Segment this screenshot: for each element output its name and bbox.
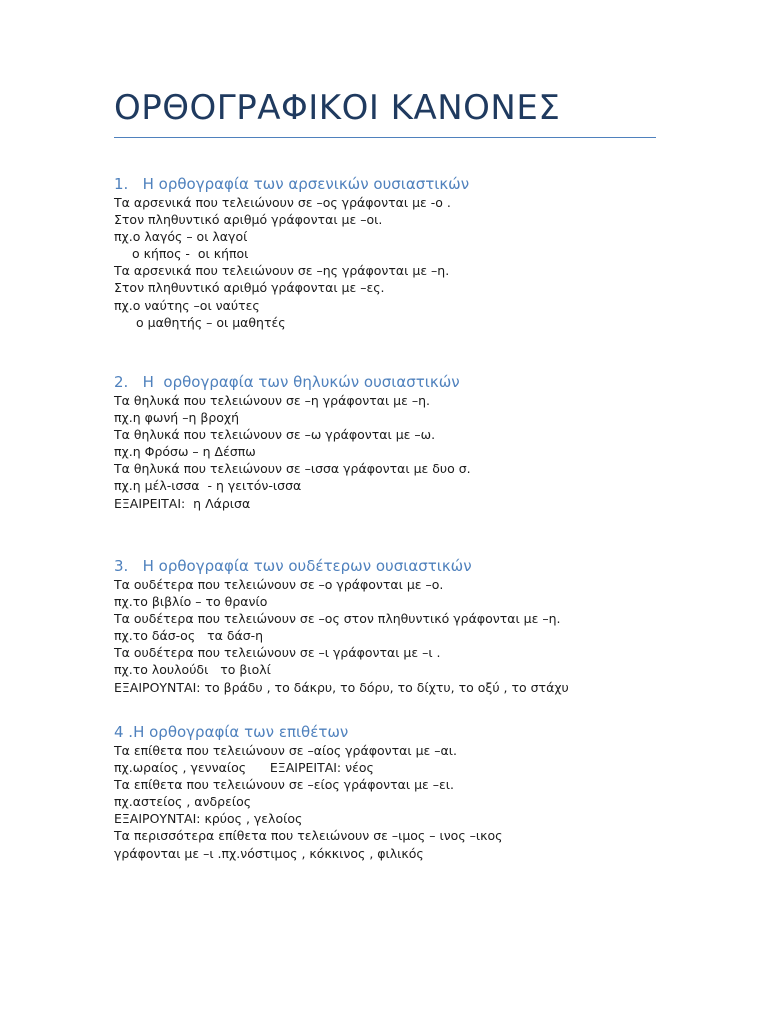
text-line: Τα θηλυκά που τελειώνουν σε –ω γράφονται με –ω. [114,427,436,443]
text-line: ΕΞΑΙΡΕΙΤΑΙ: η Λάρισα [114,495,251,511]
text-line: πχ.η Φρόσω – η Δέσπω [114,444,256,460]
text-line: Στον πληθυντικό αριθμό γράφονται με –ες. [114,280,385,296]
text-line: Τα επίθετα που τελειώνουν σε –είος γράφονται με –ει. [114,777,454,793]
text-line: Τα ουδέτερα που τελειώνουν σε –ος στον πληθυντικό γράφονται με –η. [114,611,561,627]
text-line: ΕΞΑΙΡΟΥΝΤΑΙ: κρύος , γελοίος [114,811,303,827]
document-title: ΟΡΘΟΓΡΑΦΙΚΟΙ ΚΑΝΟΝΕΣ [114,88,561,128]
text-line: Τα αρσενικά που τελειώνουν σε –ης γράφονται με –η. [114,263,450,279]
text-line: ΕΞΑΙΡΟΥΝΤΑΙ: το βράδυ , το δάκρυ, το δόρυ, το δίχτυ, το οξύ , το στάχυ [114,679,569,695]
text-line: πχ.ο ναύτης –οι ναύτες [114,297,260,313]
text-line: Στον πληθυντικό αριθμό γράφονται με –οι. [114,212,383,228]
section-heading: 4 .Η ορθογραφία των επιθέτων [114,723,349,741]
text-line: πχ.αστείος , ανδρείος [114,794,252,810]
section-neuter-nouns [114,556,714,696]
text-line: γράφονται με –ι .πχ.νόστιμος , κόκκινος , φιλικός [114,845,424,861]
text-line: πχ.ο λαγός – οι λαγοί [114,229,248,245]
section-feminine-nouns [114,372,714,512]
text-line: ο κήπος - οι κήποι [132,246,249,262]
text-line: Τα θηλυκά που τελειώνουν σε –ισσα γράφονται με δυο σ. [114,461,471,477]
section-heading: 3. Η ορθογραφία των ουδέτερων ουσιαστικών [114,557,472,575]
text-line: Τα περισσότερα επίθετα που τελειώνουν σε –ιμος – ινος –ικος [114,828,503,844]
text-line: Τα επίθετα που τελειώνουν σε –αίος γράφονται με –αι. [114,743,457,758]
section-masculine-nouns [114,174,714,331]
text-line: Τα θηλυκά που τελειώνουν σε –η γράφονται με –η. [114,393,431,408]
section-adjectives [114,722,714,862]
text-line: πχ.η μέλ-ισσα - η γειτόν-ισσα [114,478,302,494]
text-line: Τα αρσενικά που τελειώνουν σε –ος γράφονται με -ο . [114,195,451,210]
title-divider [114,137,656,138]
text-line: Τα ουδέτερα που τελειώνουν σε –ι γράφονται με –ι . [114,645,441,661]
text-line: ο μαθητής – οι μαθητές [136,314,286,330]
text-line: πχ.η φωνή –η βροχή [114,410,240,426]
text-line: Τα ουδέτερα που τελειώνουν σε –ο γράφονται με –ο. [114,577,444,592]
section-heading: 2. Η ορθογραφία των θηλυκών ουσιαστικών [114,373,460,391]
text-line: πχ.το δάσ-ος τα δάσ-η [114,628,264,644]
text-line: πχ.ωραίος , γενναίος ΕΞΑΙΡΕΙΤΑΙ: νέος [114,760,374,776]
section-heading: 1. Η ορθογραφία των αρσενικών ουσιαστικών [114,175,470,193]
text-line: πχ.το λουλούδι το βιολί [114,662,271,678]
text-line: πχ.το βιβλίο – το θρανίο [114,594,268,610]
